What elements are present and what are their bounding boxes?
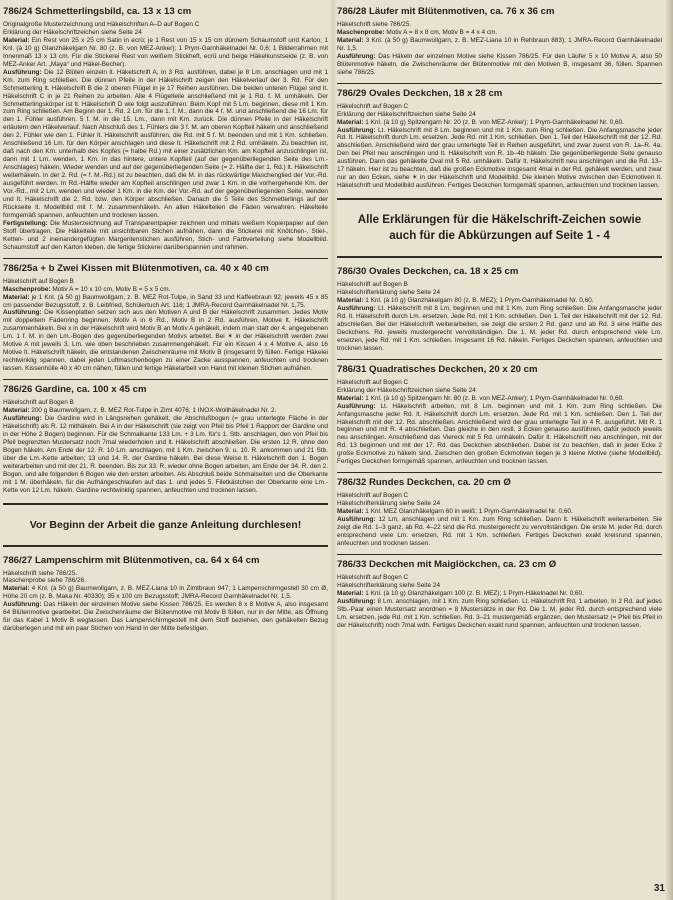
body-line: Ausführung: 8 Lm. anschlagen, mit 1 Km. zum Ring schließen. Lt. Häkelschrift Rd. 1 arbeiten. In 2 Rd. auf jedes Stb.-Paar einen Mustersatz anordnen = 8 Mustersätze in der Rd. Die 1. M. jeder Rd. durch entsprechend viele Lm. ersetzen, jede Rd. mit 1 Km. schließen. Rd. 3–21 mustergemäß ergänzen, den Mustersatz (= Pfeil bis Pfeil in der Häkelschrift) noch 7mal wdh. Fertiges Deckchen exakt rund spannen, anfeuchten und trocknen lassen. bbox=[337, 597, 662, 629]
article-title: 786/29 Ovales Deckchen, 18 x 28 cm bbox=[337, 87, 503, 99]
body-line: Maschenprobe: Motiv A = 10 x 10 cm, Motiv B = 5 x 5 cm. bbox=[3, 285, 171, 293]
body-line: Häkelschrift siehe 786/25. bbox=[3, 569, 78, 577]
body-line: Ausführung: Lt. Häkelschrift arbeiten, mit 8 Lm. beginnen und mit 1 Km. zum Ring schließen. Die Anfangsmasche jeder Rd. lt. Häkelschrift durch Lm. ersetzen. Jede Rd. mit 1 Km. schließen. Den 1. Teil der Häkelschrift mit der 12. Rd. abschließen. Anschließend wird der grau unterlegte Teil in 4 R. ausgeführt. Mit R. 1 beginnen und mit R. 4 abschließen. Das gleiche in den restl. 3 Ecken genauso ausführen, dafür jedoch jeweils neu anschlingen. Anschließend das Viereck mit 5 Rd. umhäkeln. Dafür lt. Häkelschrift neu anschlingen, mit der Rd. 13 beginnen und mit der 17. Rd. das Deckchen abschließen. Dabei ist zu beachten, daß in jeder Ecke 2 große Eckmotive zu häkeln sind. Zwischen den großen Eckmotiven liegen je 3 kleine Motive (siehe Modellbild). Fertiges Deckchen formgemäß spannen, anfeuchten und trocknen lassen. bbox=[337, 402, 662, 466]
body-line: Häkelschrift auf Bogen C bbox=[337, 573, 409, 581]
article-title: 786/32 Rundes Deckchen, ca. 20 cm Ø bbox=[337, 477, 511, 489]
article-786-31 bbox=[337, 364, 662, 466]
article-786-33 bbox=[337, 559, 662, 630]
body-line: Ausführung: Das Häkeln der einzelnen Motive siehe Kissen 786/25. Es werden 8 x 8 Motive A, also insgesamt 64 Blütenmotive gearbeitet. Die Zwischenräume der Blütenmotive mit Motiv B füllen, nur in der Mitte, als Öffnung für das Kabel 1 Motiv B weglassen. Das Lampenschirmgestell mit dem Stoff beziehen, den gehäkelten Bezug darüberlegen und mit ein paar Stichen von Hand in der Mitte befestigen. bbox=[3, 601, 328, 633]
divider bbox=[337, 359, 662, 360]
body-line: Maschenprobe: Motiv A = 8 x 8 cm, Motiv B = 4 x 4 cm. bbox=[337, 28, 498, 36]
article-body bbox=[3, 399, 328, 494]
body-line: Material: Ein Rest von 25 x 25 cm Satin in ecrü; je 1 Rest von 15 x 15 cm dünnem Schaumstoff und Karton; 1 Knl. (à 10 g) Glanzhäkelgarn Nr. 80 (z. B. von MEZ-Anker); 1 Prym-Garnhäkelnadel Nr. 0,6; 1 Bilderrahmen mit Innenmaß 13 x 13 cm. Für die Stickerei Rest von weißem Stickheft, ecrü und beige Häkelkunstseide (z. B. von MEZ-Anker Art. „Maya“ und Häkel-Becher). bbox=[3, 36, 328, 68]
body-line: Material: 1 Knl. MEZ Glanzhäkelgarn 60 in weiß; 1 Prym-Garnhäkelnadel Nr. 0,60. bbox=[337, 508, 573, 516]
article-786-28 bbox=[337, 6, 662, 77]
body-line: Ausführung: Lt. Häkelschrift mit 8 Lm. beginnen und mit 1 Km. zum Ring schließen. Die Anfangsmasche jeder Rd. lt. Häkelschrift durch Lm. ersetzen. Jede Rd. mit 1 Km. schließen. Den 1. Teil der Häkelschrift mit der 12. Rd. abschließen. Bei der Häkelschrift weiterarbeiten, sie zeigt die ersten 2 Rd. ganz und ab Rd. 3 eine Hälfte des Deckchens. Rd. jeweils mustergerecht vervollständigen. Die 1. M. jeder Rd. durch entsprechend viele Lm. ersetzen, jede Rd. mit 1 Km. schließen. Insgesamt 16 Rd. häkeln. Fertiges Deckchen spannen, anfeuchten und trocknen lassen. bbox=[337, 305, 662, 352]
body-line: Häkelschrift siehe 786/25. bbox=[337, 21, 412, 28]
body-line: Ausführung: Die Kissenplatten setzen sich aus den Motiven A und B der Häkelschrift zusammen. Jedes Motiv mit doppeltem Fadenring beginnen. Motiv A in 6 Rd., Motiv B in 2 Rd. ausführen, Motive lt. Häkelschrift zusammenhäkeln. Bei x in der Häkelschrift wird Motiv B an Motiv A gehäkelt, indem man statt der 4. angegebenen Lm. 1 f. M. in den Lm.-Bogen des gegenüberliegenden Motivs arbeitet. Bei ✶ in der Häkelschrift werden zwei Motive A mit jeweils 3. Lm. wie oben beschrieben zusammengehäkelt. Für ein Kissen 4 x 4 Motive A, also 16 Motive lt. Häkelschrift häkeln, die entstandenen Zwischenräume mit Motiv B (insgesamt 9) füllen. Fertige Häkelei rechtwinklig spannen, dabei jeden Luftmaschenbogen zu einer Zacke ausspannen, anfeuchten und trocknen lassen. Kissenhülle 40 x 40 cm nähen, füllen und fertige Häkelarbeit von Hand mit kleinen Stichen aufnähen. bbox=[3, 309, 328, 373]
body-line: Material: 4 Knl. (à 50 g) Baumwollgarn, z. B. MEZ-Liana 10 in Zimtbraun 947; 1 Lampenschirmgestell 30 cm Ø, Höhe 20 cm (z. B. Maka Nr. 40330); 35 x 100 cm Bezugsstoff; JMRA-Record Garnhäkelnadel Nr. 1,5. bbox=[3, 585, 328, 601]
article-body bbox=[337, 281, 662, 353]
body-line: Maschenprobe siehe 786/26. bbox=[3, 577, 87, 585]
article-title: 786/26 Gardine, ca. 100 x 45 cm bbox=[3, 384, 147, 396]
right-column bbox=[337, 6, 662, 894]
body-line: Fertigstellung: Die Musterzeichnung auf Transparentpapier zeichnen und mittels weißem Kopierpapier auf den Stoff übertragen. Die Häkelteile mit unsichtbaren Stichen aufnähen, dann die Stickerei mit Knötchen-, Stiel-, Ketten- und 2 ineinandergefügten Margeritenstichen ausführen, Stich- und Farbverteilung siehe Modellbild. Schaumstoff auf den Karton kleben, die fertige Stickerei darüberspannen und rahmen. bbox=[3, 219, 328, 251]
divider bbox=[3, 503, 328, 505]
body-line: Erklärung der Häkelschriftzeichen siehe Seite 24 bbox=[3, 28, 142, 36]
body-line: Häkelschrift auf Bogen C bbox=[337, 102, 409, 110]
article-786-30 bbox=[337, 266, 662, 353]
body-line: Häkelschrifterklärung siehe Seite 24 bbox=[337, 289, 441, 297]
body-line: Material: 200 g Baumwollgarn, z. B. MEZ Rot-Tulpe in Zimt 4076; 1 INOX-Wollhäkelnadel Nr. 2. bbox=[3, 407, 277, 415]
divider bbox=[3, 545, 328, 547]
body-line: Ausführung: Die 12 Blüten einzeln lt. Häkelschrift A, in 3 Rd. ausführen, dabei je 8 Lm. anschlagen und mit 1 Km. zum Ring schließen. Die dünnen Pfeile in der Häkelschrift zeigen den Häkelverlauf der 3. Rd. Für den Schmetterling lt. Häkelschrift B die 2 oberen Flügel in je 17 Reihen ausführen. Die beiden unteren Flügel sind lt. Häkelschrift C in je 21 Reihen zu arbeiten. Alle 4 Flügelteile anschließend mit je 1 Rd. f. M. umhäkeln. Der Schmetterlingskörper ist lt. Häkelschrift D wie folgt auszuführen: Beim Kopf mit 5 Lm. beginnen, diese mit 1 Km. zum Ring schließen. Am Beginn der 1. Rd. 2 Lm. für die 1. f. M., dann die 4 f. M. und anschließend die 16 Lm. für den 1. Fühler ausführen. 5 f. M. in die 15. Lm., dann mit Km. zurück. Die dünnen Pfeile in der Häkelschrift erläutern den Häkelverlauf. Nach Abschluß des 1. Fühlers die 3 f. M. am oberen Kopfteil häkeln und anschließend den 2. Fühler wie den 1. Fühler lt. Häkelschrift ausführen, die Rd. mit 5 f. M. beenden und mit 1 Km. schließen. Anschließend 16 Lm. für den Körper anschlagen und diese lt. Häkelschrift mit 2 Rd. umhäkeln. Zu beachten ist, daß nach den Km. unterhalb des Kopfes (= halbe Rd.) mit einer zusätzlichen Km. am Kopfteil anzuschlingen ist, dann mit 1 Lm. wenden, 1 Km. in das hintere, untere Kopfteil (auf der gegenüberliegenden Seite des Lm.-Anschlages) häkeln. Wieder wenden und auf der gegenüberliegenden Seite (= 2. Hälfte der 1. Rd.) lt. Häkelschrift weiterhäkeln. In der 2. Rd. (= f. M.-Rd.) ist zu beachten, daß die M. in das rückwärtige Maschenglied der Vor.-Rd. ausgeführt werden. In Rd.-Hälfte wieder am Kopfteil anschlingen und zwar 1 Km. in die vorhergehende Km. der Vor.-Rd., mit 2 Lm. wenden und wieder 1 Km. in die Km. der Vor.-Rd. auf der gegenüberliegenden Seite, wenden und lt. Häkelschrift die 2. Rd. bzw. den Körper abschließen. Danach die 5 Teile des Schmetterlings auf der Rückseite lt. Modellbild mit f. M. zusammenhäkeln. An allen Häkelteilen die Fäden verwahren. Häkelteile formgemäß spannen, anfeuchten und trocknen lassen. bbox=[3, 68, 328, 219]
article-786-27 bbox=[3, 555, 328, 634]
body-line: Häkelschrifterklärung siehe Seite 24 bbox=[337, 500, 441, 508]
article-786-25 bbox=[3, 263, 328, 373]
body-line: Häkelschrift auf Bogen B bbox=[3, 277, 74, 285]
page-edge bbox=[665, 0, 673, 900]
article-title: 786/25a + b Zwei Kissen mit Blütenmotiven, ca. 40 x 40 cm bbox=[3, 262, 269, 274]
article-786-32 bbox=[337, 477, 662, 548]
body-line: Häkelschrift auf Bogen B bbox=[3, 399, 74, 407]
divider bbox=[337, 256, 662, 258]
body-line: Ausführung: Lt. Häkelschrift mit 8 Lm. beginnen und mit 1 Km. zum Ring schließen. Die Anfangsmasche jeder Rd. lt. Häkelschrift durch Lm. ersetzen. Jede Rd. mit 1 Km. schließen. Den 1. Teil der Häkelschrift mit der 12. Rd. abschließen. Anschließend wird der grau unterlegte Teil in Reihen ausgeführt, und zwar zuerst von R. 1a–R. 4a. Den bei Pfeil neu anschlingen und lt. Häkelschrift von R. 1b–4b häkeln. Die gegenüberliegende Seite genauso ausführen. Dann das gehäkelte Oval mit 5 Rd. umhäkeln. Dafür lt. Häkelschrift neu anschlingen und die Rd. 13–17 häkeln. Hier ist zu beachten, daß die großen Eckmotive insgesamt 4mal in der Rd. gehäkelt werden, und zwar nur an den Ecken, siehe ✶ in der Häkelschrift und Modellbild. Die kleinen Motive zwischen den Eckmotiven lt. Häkelschrift und Modellbild ausführen. Fertiges Deckchen formgemäß spannen, anfeuchten und trocknen lassen. bbox=[337, 126, 662, 190]
article-786-24 bbox=[3, 6, 328, 252]
article-786-29 bbox=[337, 88, 662, 190]
body-line: Material: 1 Knl. (à 10 g) Spitzengarn Nr. 20 (z. B. von MEZ-Anker); 1 Prym-Garnhäkelnadel Nr. 0,60. bbox=[337, 118, 624, 126]
article-title: 786/31 Quadratisches Deckchen, 20 x 20 cm bbox=[337, 363, 538, 375]
article-body bbox=[3, 278, 328, 373]
divider bbox=[337, 554, 662, 555]
article-title: 786/24 Schmetterlingsbild, ca. 13 x 13 cm bbox=[3, 6, 192, 17]
body-line: Häkelschrift auf Bogen C bbox=[337, 378, 409, 386]
article-body bbox=[337, 492, 662, 548]
body-line: Erklärung der Häkelschriftzeichen siehe Seite 24 bbox=[337, 110, 476, 118]
divider bbox=[337, 472, 662, 473]
body-line: Ausführung: 12 Lm. anschlagen und mit 1 Km. zum Ring schließen. Dann lt. Häkelschrift weiterarbeiten. Sie zeigt die Rd. 1–3 ganz, ab Rd. 4–22 sind die Rd. mustergerecht zu vervollständigen. Die erste M. jeder Rd. durch entsprechend viele Lm. ersetzen, Rd. mit 1 Km. schließen. Fertiges Deckchen exakt kreisrund spannen, anfeuchten und trocknen lassen. bbox=[337, 516, 662, 547]
body-line: Material: 1 Knl. (à 10 g) Glanzhäkelgarn 100 (z. B. MEZ); 1 Prym-Häkelnadel Nr. 0,60. bbox=[337, 589, 584, 597]
body-line: Material: je 1 Knl. (à 50 g) Baumwollgarn, z. B. MEZ Rot-Tulpe, in Sand 33 und Kaffeebraun 92; jeweils 45 x 85 cm passender Bezugsstoff, z. B. Leibfried, Schülertuch Art. 116; 1 JMRA-Record Garnhäkelnadel Nr. 1,75. bbox=[3, 293, 328, 309]
divider bbox=[337, 198, 662, 200]
body-line: Häkelschrifterklärung siehe Seite 24 bbox=[337, 581, 441, 589]
notice-banner: Vor Beginn der Arbeit die ganze Anleitung durchlesen! bbox=[29, 518, 302, 531]
body-line: Erklärung der Häkelschriftzeichen siehe Seite 24 bbox=[337, 386, 476, 394]
article-title: 786/28 Läufer mit Blütenmotiven, ca. 76 x 36 cm bbox=[337, 6, 555, 17]
body-line: Ausführung: Die Gardine wird in Längsreihen gehäkelt, die Abschlußbogen (= grau unterlegte Fläche in der Häkelschrift) als R. 12 mithäkeln. Bei A in der Häkelschrift (sie zeigt von Pfeil bis Pfeil 1 Rapport der Gardine und in der Höhe 2 Bogen) beginnen. Für die Schmalkante 133 Lm. + 3 Lm. für's 1. Stb. anschlagen, den von Pfeil bis Pfeil begrenzten Mustersatz noch 7mal wiederholen und lt. Häkelschrift abschließen. Die ersten 12 R. ohne den Bogen häkeln. Am Ende der 12. R. 10 Lm. anschlagen, mit 1 Km. zwischen 9. u. 10. R. ankommen und 21 Stb. über die Lm.-Kette arbeiten; 13 und 14. R. der Gardine häkeln. Bei diese Weise lt. Häkelschrift den 1. Bogen weiterarbeiten und mit der 21. R. beenden. Bis zur 33. R. wieder ohne Bogen arbeiten, am Ende der 34. R. den 2. Bogen, und alle folgenden 6 Bogen wie den ersten arbeiten. Als Abschluß beide Schmalseiten und die Oberkante mit 1 M. überhäkeln, für die Aufhängeschlaufen auf das 1. und jedes 5. Filetkästchen der Oberkante eine Lm.-Kette von 12 Lm. häkeln. Gardine rechtwinklig spannen, anfeuchten und trocknen lassen. bbox=[3, 414, 328, 494]
article-body bbox=[337, 103, 662, 190]
body-line: Häkelschrift auf Bogen B bbox=[337, 281, 408, 289]
body-line: Material: 3 Knl. (à 50 g) Baumwollgarn, z. B. MEZ-Liana 10 in Rehbraun 883); 1 JMRA-Record Garnhäkelnadel Nr. 1,5. bbox=[337, 36, 662, 52]
divider bbox=[337, 83, 662, 84]
body-line: Häkelschrift auf Bogen C bbox=[337, 492, 409, 500]
article-body bbox=[3, 570, 328, 634]
body-line: Material: 1 Knl. (à 10 g) Glanzhäkelgarn 80 (z. B. MEZ); 1 Prym-Garnhäkelnadel Nr. 0,60. bbox=[337, 297, 594, 305]
page-number: 31 bbox=[653, 883, 665, 894]
divider bbox=[3, 379, 328, 380]
body-line: Ausführung: Das Häkeln der einzelnen Motive siehe Kissen 786/25. Für den Läufer 5 x 10 Motive A, also 50 Blütenmotive häkeln, die Zwischenräume der Blütenmotive mit den Motiven B, insgesamt 36, füllen. Spannen siehe 786/25. bbox=[337, 52, 662, 76]
info-banner: Alle Erklärungen für die Häkelschrift-Zeichen sowie auch für die Abkürzungen auf Seite 1 - 4 bbox=[357, 213, 642, 243]
body-line: Material: 1 Knl. (à 10 g) Spitzengarn Nr. 80 (z. B. von MEZ-Anker); 1 Prym-Garnhäkelnadel Nr. 0,60. bbox=[337, 394, 624, 402]
article-body bbox=[3, 21, 328, 252]
article-body bbox=[337, 574, 662, 630]
article-body bbox=[337, 379, 662, 466]
article-title: 786/30 Ovales Deckchen, ca. 18 x 25 cm bbox=[337, 266, 519, 278]
page-gutter bbox=[329, 0, 337, 900]
article-body bbox=[337, 21, 662, 77]
article-title: 786/27 Lampenschirm mit Blütenmotiven, ca. 64 x 64 cm bbox=[3, 554, 260, 566]
body-line: Originalgroße Musterzeichnung und Häkelschriften A–D auf Bogen C bbox=[3, 21, 200, 28]
divider bbox=[3, 258, 328, 259]
article-786-26 bbox=[3, 384, 328, 494]
article-title: 786/33 Deckchen mit Maiglöckchen, ca. 23 cm Ø bbox=[337, 558, 557, 570]
left-column bbox=[3, 6, 328, 894]
